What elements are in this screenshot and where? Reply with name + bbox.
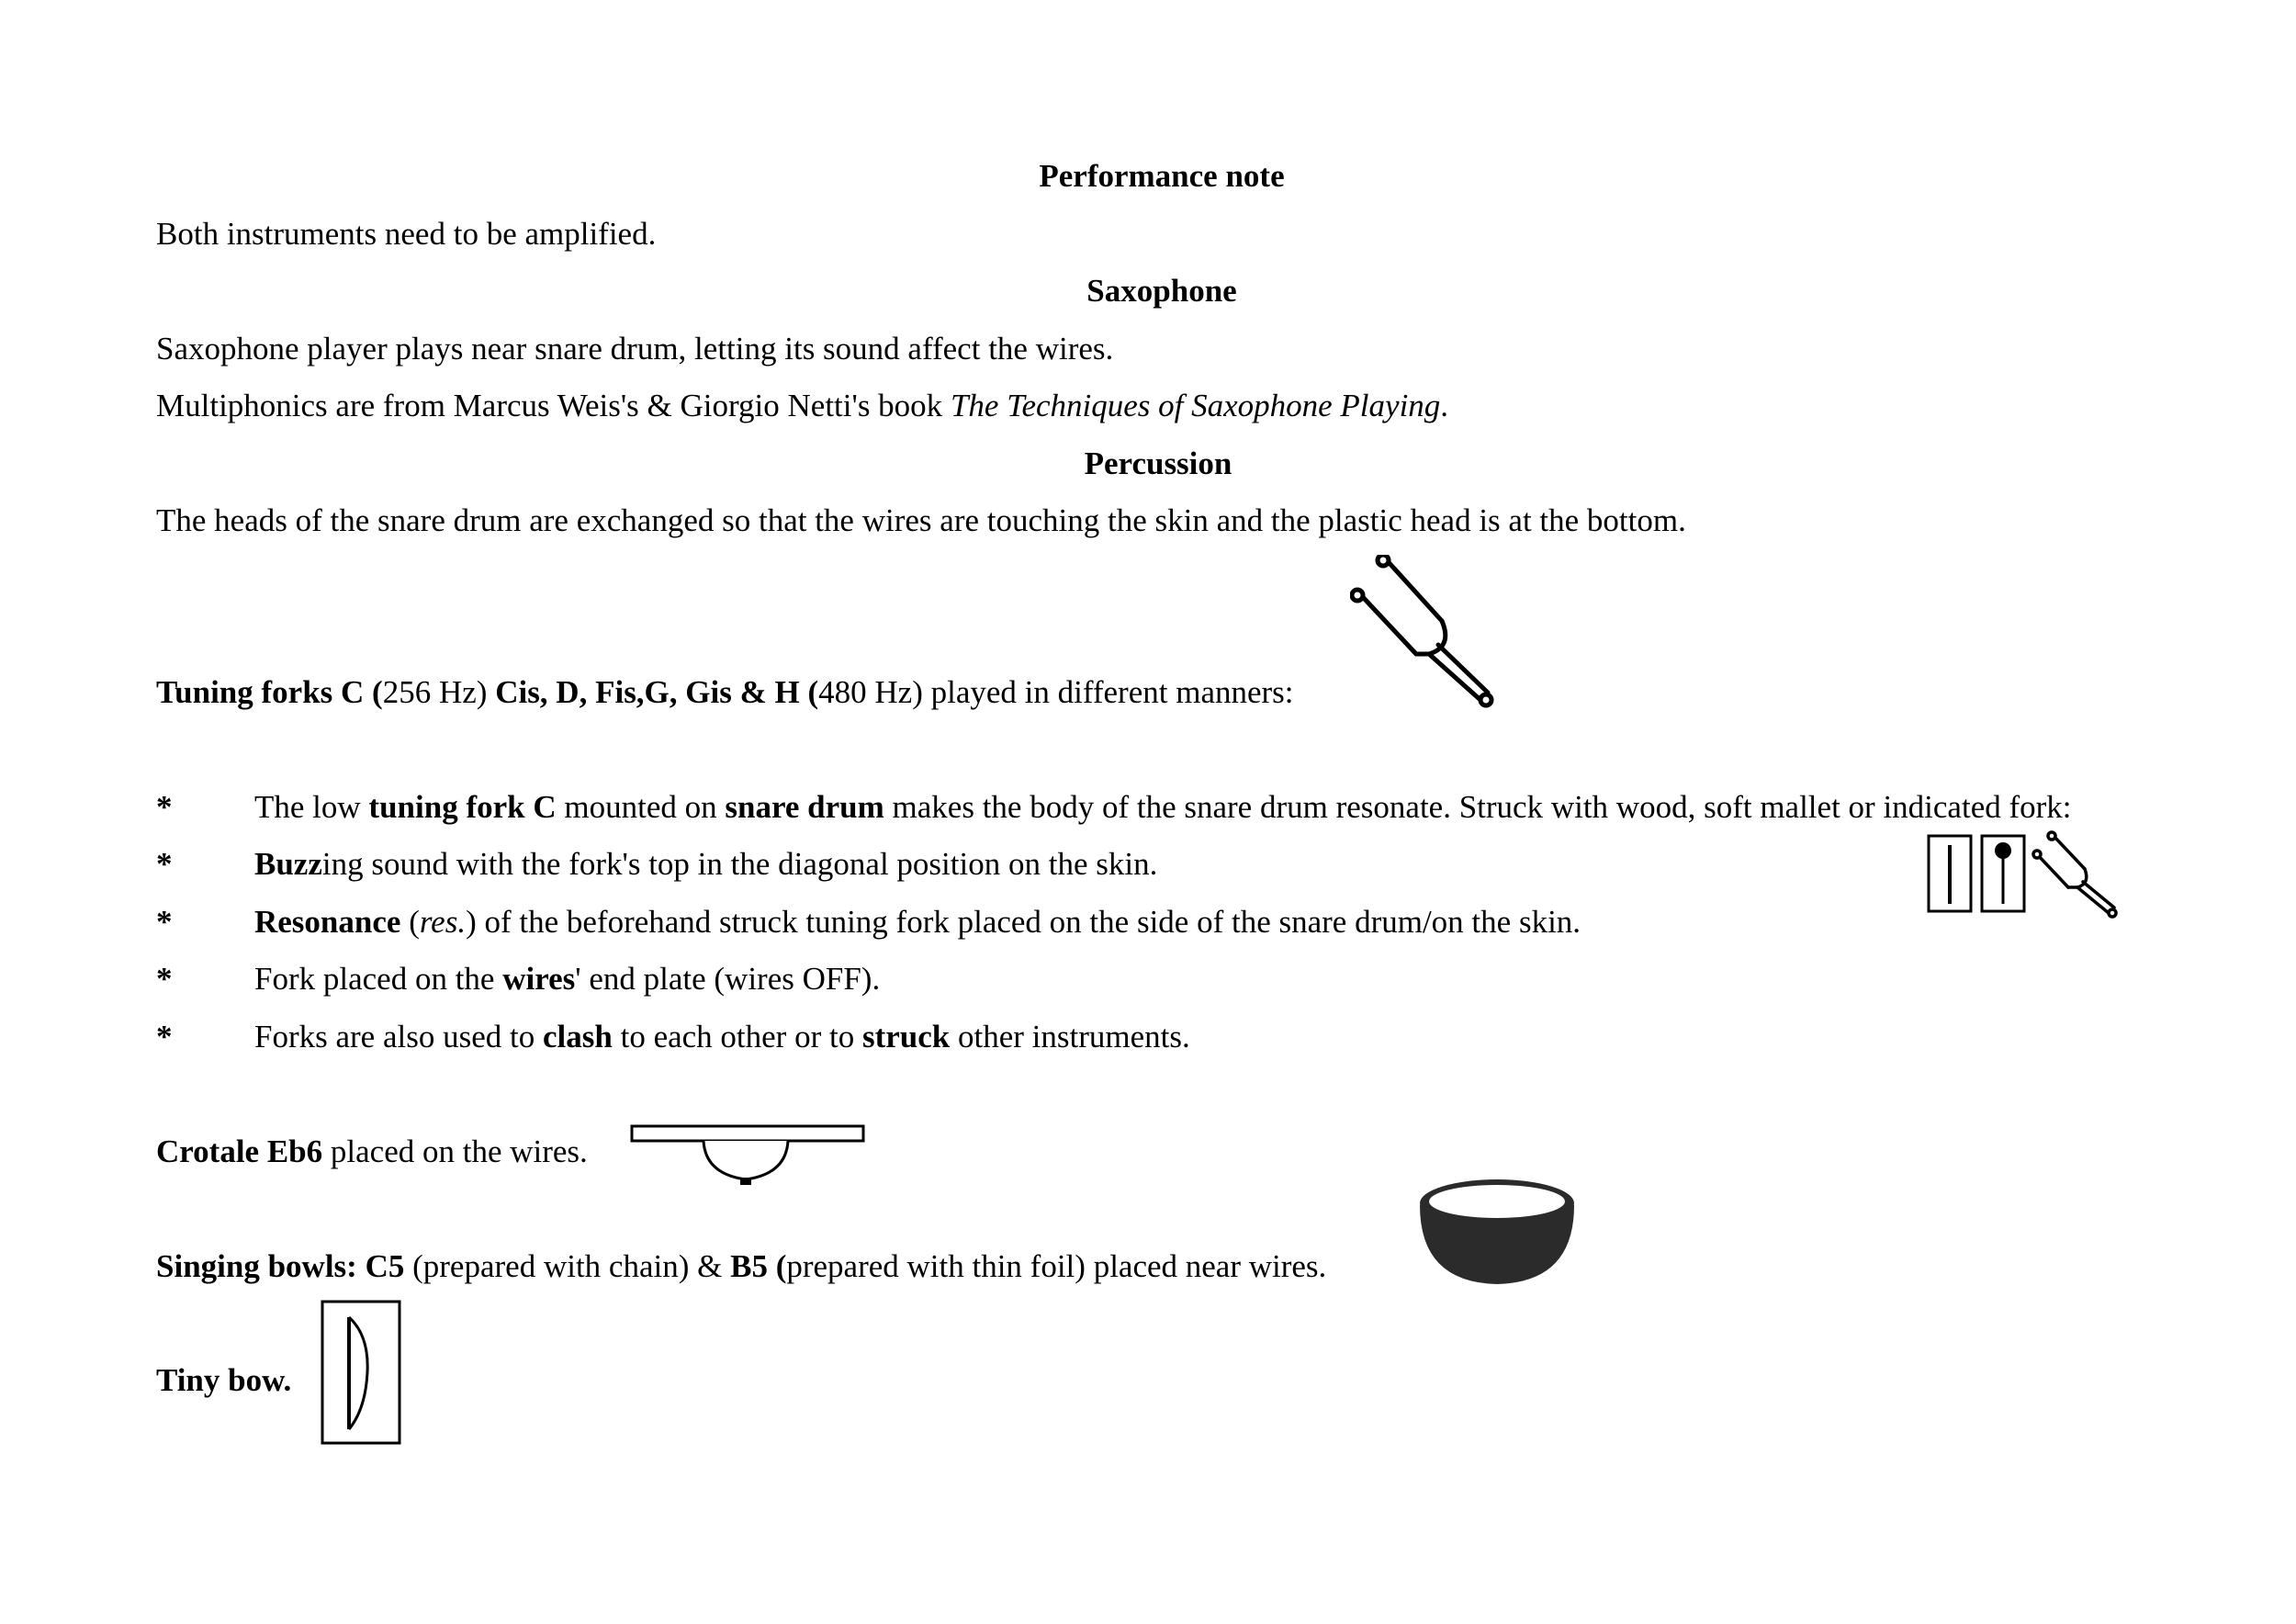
tuning-fork-icon <box>2032 830 2120 919</box>
bullet-5-text-a: Forks are also used to <box>254 1019 543 1054</box>
tuning-forks-label: Tuning forks C ( <box>156 674 383 710</box>
bullet-5-text-c: other instruments. <box>950 1019 1190 1054</box>
bullet-marker: * <box>156 904 173 940</box>
tuning-forks-line <box>156 676 1294 708</box>
tuning-forks-notes: Cis, D, Fis,G, Gis & H ( <box>495 674 819 710</box>
singing-bowls-text-a: (prepared with chain) & <box>404 1248 731 1284</box>
bullet-5-bold-a: clash <box>542 1019 613 1054</box>
bullet-1-bold-b: snare drum <box>725 789 884 825</box>
bullet-3-bold: Resonance <box>254 904 401 940</box>
crotale-label: Crotale Eb6 <box>156 1133 323 1169</box>
multiphonics-text: Multiphonics are from Marcus Weis's & Giorgio Netti's book <box>156 388 951 423</box>
bullet-marker: * <box>156 1019 173 1054</box>
bullet-3-italic: res. <box>419 904 467 940</box>
bullet-2-bold: Buzz <box>254 846 322 882</box>
tiny-bow-label: Tiny bow. <box>156 1362 292 1398</box>
snare-heads-note: The heads of the snare drum are exchanged so that the wires are touching the skin and the plastic head is at the bottom. <box>156 502 1686 538</box>
tuning-fork-icon <box>1350 555 1497 711</box>
bullet-marker: * <box>156 846 173 882</box>
bullet-2-text: ing sound with the fork's top in the diagonal position on the skin. <box>321 846 1158 882</box>
bullet-item-1 <box>254 791 2072 823</box>
page-title: Performance note <box>1039 158 1285 194</box>
crotale-icon <box>628 1122 867 1189</box>
crotale-text: placed on the wires. <box>322 1133 588 1169</box>
bullet-5-bold-b: struck <box>861 1019 951 1054</box>
singing-bowl-icon <box>1414 1176 1580 1290</box>
bullet-item-5 <box>254 1021 1190 1053</box>
soft-mallet-icon <box>1980 834 2026 913</box>
singing-bowls-text-b: prepared with thin foil) placed near wires. <box>786 1248 1327 1284</box>
saxophone-note-placement: Saxophone player plays near snare drum, letting its sound affect the wires. <box>156 331 1114 367</box>
singing-bowls-line <box>156 1250 1326 1282</box>
tuning-forks-freq-high: 480 Hz) played in different manners: <box>818 674 1294 710</box>
percussion-heading: Percussion <box>1084 445 1232 481</box>
tiny-bow-line <box>156 1364 291 1396</box>
bullet-marker: * <box>156 789 173 825</box>
saxophone-heading: Saxophone <box>1086 273 1237 309</box>
bullet-item-2 <box>254 848 1157 880</box>
bullet-3-text-b: ) of the beforehand struck tuning fork placed on the side of the snare drum/on the skin. <box>466 904 1581 940</box>
saxophone-note-multiphonics <box>156 389 1448 422</box>
bullet-1-bold-a: tuning fork C <box>368 789 557 825</box>
tiny-bow-icon <box>320 1299 402 1446</box>
multiphonics-end: . <box>1440 388 1449 423</box>
singing-bowls-b5: B5 ( <box>730 1248 787 1284</box>
bullet-item-4 <box>254 963 880 995</box>
singing-bowls-label: Singing bowls: C5 <box>156 1248 405 1284</box>
book-title: The Techniques of Saxophone Playing <box>950 388 1441 423</box>
bullet-5-text-b: to each other or to <box>612 1019 862 1054</box>
bullet-4-text-a: Fork placed on the <box>254 961 503 997</box>
bullet-marker: * <box>156 961 173 997</box>
bullet-item-3 <box>254 906 1581 938</box>
bullet-3-text-a: ( <box>400 904 420 940</box>
bullet-1-text-c: makes the body of the snare drum resonate. Struck with wood, soft mallet or indicated fork: <box>884 789 2072 825</box>
crotale-line <box>156 1135 588 1167</box>
bullet-4-bold: wires <box>502 961 576 997</box>
bullet-4-text-b: ' end plate (wires OFF). <box>575 961 881 997</box>
tuning-forks-freq-low: 256 Hz) <box>382 674 496 710</box>
amplification-note: Both instruments need to be amplified. <box>156 216 657 252</box>
bullet-1-text-a: The low <box>254 789 369 825</box>
stick-icon <box>1927 834 1973 913</box>
bullet-1-text-b: mounted on <box>556 789 726 825</box>
